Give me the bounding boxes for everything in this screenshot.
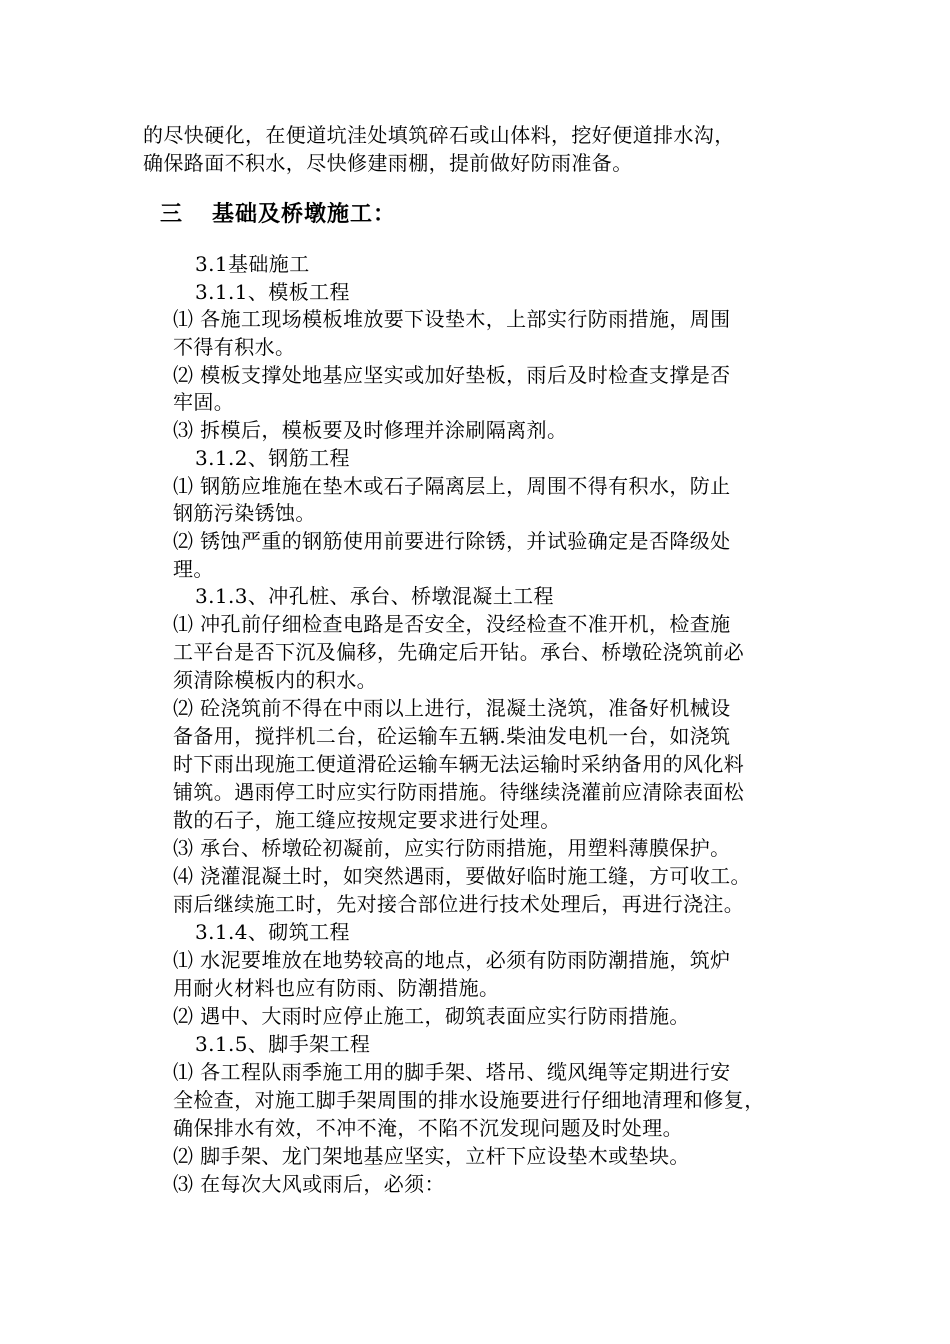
- subsection-title: 3.1基础施工: [195, 252, 310, 276]
- list-item-line: 不得有积水。: [173, 335, 296, 359]
- list-item-line: 散的石子，施工缝应按规定要求进行处理。: [173, 808, 561, 832]
- list-item-line: 时下雨出现施工便道滑砼运输车辆无法运输时采纳备用的风化料: [173, 752, 745, 776]
- section-heading: [160, 200, 396, 230]
- list-item-line: ⑴ 水泥要堆放在地势较高的地点，必须有防雨防潮措施，筑炉: [173, 948, 731, 972]
- list-item-line: ⑴ 钢筋应堆施在垫木或石子隔离层上，周围不得有积水，防止: [173, 474, 731, 498]
- subsection-title: 3.1.4、砌筑工程: [195, 920, 350, 944]
- list-item-line: ⑵ 锈蚀严重的钢筋使用前要进行除锈，并试验确定是否降级处: [173, 529, 731, 553]
- subsection-title: 3.1.3、冲孔桩、承台、桥墩混凝土工程: [195, 584, 554, 608]
- list-item-line: ⑵ 砼浇筑前不得在中雨以上进行，混凝土浇筑，准备好机械设: [173, 696, 731, 720]
- list-item-line: 确保排水有效，不冲不淹，不陷不沉发现问题及时处理。: [173, 1116, 683, 1140]
- section-number: 三: [160, 202, 184, 227]
- list-item-line: ⑶ 在每次大风或雨后，必须：: [173, 1172, 445, 1196]
- list-item-line: ⑴ 各施工现场模板堆放要下设垫木，上部实行防雨措施，周围: [173, 307, 731, 331]
- list-item-line: ⑴ 各工程队雨季施工用的脚手架、塔吊、缆风绳等定期进行安: [173, 1060, 731, 1084]
- list-item-line: 工平台是否下沉及偏移，先确定后开钻。承台、桥墩砼浇筑前必: [173, 640, 745, 664]
- list-item-line: ⑷ 浇灌混凝土时，如突然遇雨，要做好临时施工缝，方可收工。: [173, 864, 751, 888]
- paragraph-line: 的尽快硬化，在便道坑洼处填筑碎石或山体料，挖好便道排水沟，: [143, 123, 735, 147]
- list-item-line: 全检查，对施工脚手架周围的排水设施要进行仔细地清理和修复，: [173, 1088, 765, 1112]
- list-item-line: ⑵ 遇中、大雨时应停止施工，砌筑表面应实行防雨措施。: [173, 1004, 690, 1028]
- list-item-line: ⑴ 冲孔前仔细检查电路是否安全，没经检查不准开机，检查施: [173, 612, 731, 636]
- list-item-line: 备备用，搅拌机二台，砼运输车五辆.柴油发电机一台，如浇筑: [173, 724, 731, 748]
- list-item-line: 铺筑。遇雨停工时应实行防雨措施。待继续浇灌前应清除表面松: [173, 780, 745, 804]
- list-item-line: 须清除模板内的积水。: [173, 668, 377, 692]
- list-item-line: 钢筋污染锈蚀。: [173, 501, 316, 525]
- list-item-line: 雨后继续施工时，先对接合部位进行技术处理后，再进行浇注。: [173, 892, 745, 916]
- subsection-title: 3.1.5、脚手架工程: [195, 1032, 371, 1056]
- list-item-line: ⑶ 拆模后，模板要及时修理并涂刷隔离剂。: [173, 418, 568, 442]
- list-item-line: ⑵ 脚手架、龙门架地基应坚实，立杆下应设垫木或垫块。: [173, 1144, 690, 1168]
- subsection-title: 3.1.2、钢筋工程: [195, 446, 350, 470]
- list-item-line: 牢固。: [173, 390, 235, 414]
- list-item-line: 用耐火材料也应有防雨、防潮措施。: [173, 976, 500, 1000]
- list-item-line: ⑵ 模板支撑处地基应坚实或加好垫板，雨后及时检查支撑是否: [173, 363, 731, 387]
- subsection-title: 3.1.1、模板工程: [195, 280, 350, 304]
- paragraph-line: 确保路面不积水，尽快修建雨棚，提前做好防雨准备。: [143, 151, 633, 175]
- section-title: 基础及桥墩施工：: [212, 202, 397, 227]
- list-item-line: 理。: [173, 557, 214, 581]
- list-item-line: ⑶ 承台、桥墩砼初凝前，应实行防雨措施，用塑料薄膜保护。: [173, 836, 731, 860]
